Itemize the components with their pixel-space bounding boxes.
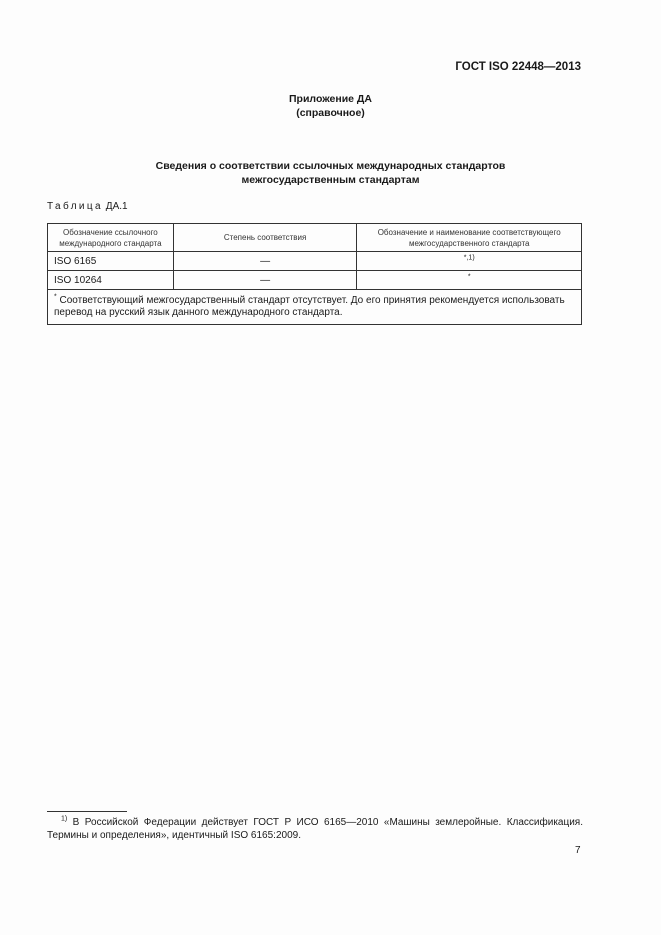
cell-interstate: *,1) — [357, 252, 582, 271]
table-row — [48, 271, 582, 290]
cell-interstate — [357, 271, 582, 290]
cell-mark: * — [463, 254, 467, 262]
cell-standard: ISO 6165 — [48, 252, 174, 271]
table-caption-word: Таблица — [47, 201, 104, 212]
standards-table — [47, 223, 582, 325]
cell-standard: ISO 10264 — [48, 271, 174, 290]
table-note-mark: * — [54, 293, 57, 301]
cell-degree: — — [173, 271, 357, 290]
column-header-standard: Обозначение ссылочного международного стандарта — [48, 224, 174, 252]
footnote — [47, 816, 583, 842]
table-note — [48, 290, 582, 325]
column-header-interstate: Обозначение и наименование соответствующего межгосударственного стандарта — [357, 224, 582, 252]
section-title-line1: Сведения о соответствии ссылочных международных стандартов — [155, 160, 506, 172]
footnote-marker: 1) — [61, 815, 68, 823]
table-caption — [47, 201, 128, 212]
document-code: ГОСТ ISO 22448—2013 — [455, 61, 581, 73]
footnote-text: В Российской Федерации действует ГОСТ Р ИСО 6165—2010 «Машины землеройные. Классификация. Термины и определения», идентичный ISO 6165:2009. — [47, 817, 583, 841]
footnote-separator — [47, 811, 127, 812]
table-note-row — [48, 290, 582, 325]
table-caption-id: ДА.1 — [105, 201, 128, 212]
section-title — [0, 159, 661, 187]
table-note-text: Соответствующий межгосударственный стандарт отсутствует. До его принятия рекомендуется использовать перевод на русский язык данного международного стандарта. — [54, 295, 565, 318]
table-row — [48, 252, 582, 271]
cell-mark: * — [467, 273, 471, 281]
cell-degree: — — [173, 252, 357, 271]
section-title-line2: межгосударственным стандартам — [241, 174, 420, 186]
appendix-heading — [0, 92, 661, 120]
column-header-degree: Степень соответствия — [173, 224, 357, 252]
page-number: 7 — [575, 845, 581, 856]
cell-footnote-ref: 1) — [468, 254, 475, 262]
table-header-row — [48, 224, 582, 252]
appendix-subtitle: (справочное) — [296, 107, 365, 119]
appendix-title: Приложение ДА — [289, 93, 372, 105]
